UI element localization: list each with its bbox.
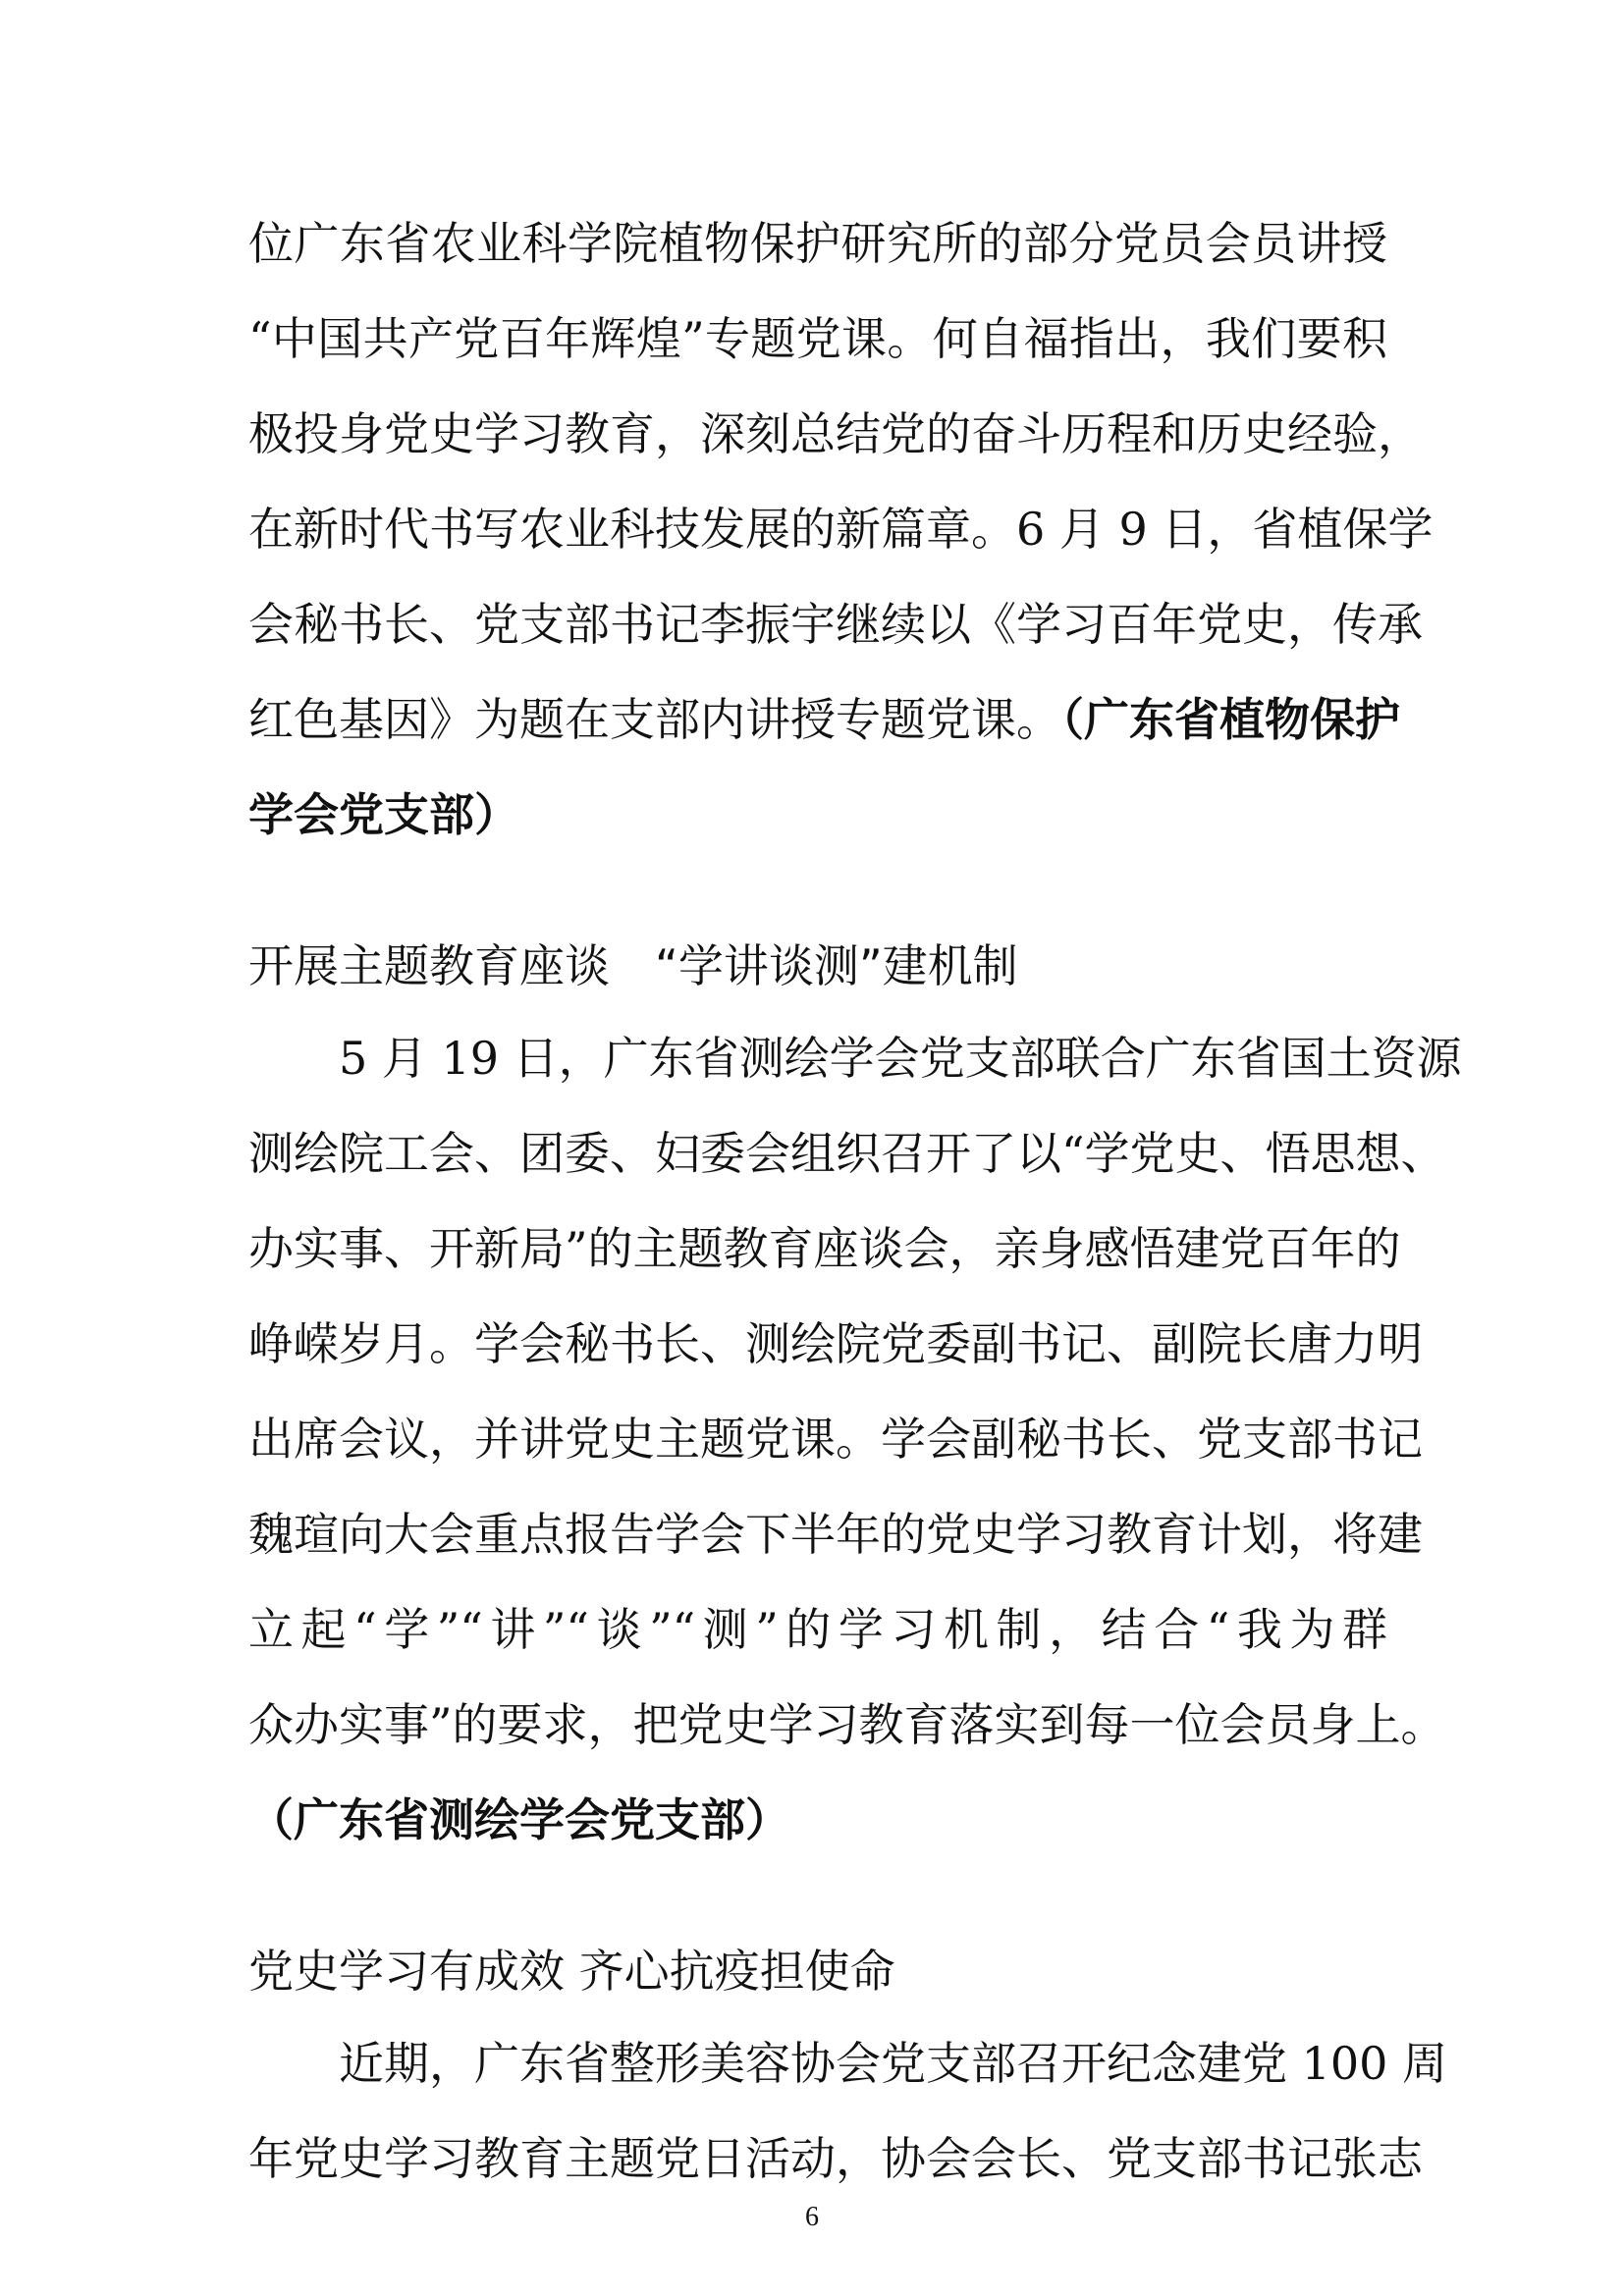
section-heading: 开展主题教育座谈 “学讲谈测”建机制 <box>248 939 1018 992</box>
paragraph-line: 办实事、开新局”的主题教育座谈会，亲身感悟建党百年的 <box>248 1222 1401 1275</box>
paragraph-text: 红色基因》为题在支部内讲授专题党课。 <box>248 693 1061 746</box>
source-attribution: （广东省测绘学会党支部） <box>248 1793 790 1846</box>
paragraph-line: 5 月 19 日，广东省测绘学会党支部联合广东省国土资源 <box>339 1032 1462 1085</box>
paragraph-line: 会秘书长、党支部书记李振宇继续以《学习百年党史，传承 <box>248 598 1423 651</box>
paragraph-line: 峥嵘岁月。学会秘书长、测绘院党委副书记、副院长唐力明 <box>248 1317 1423 1370</box>
paragraph-line: 出席会议，并讲党史主题党课。学会副秘书长、党支部书记 <box>248 1413 1423 1466</box>
page-number: 6 <box>805 2202 819 2232</box>
paragraph-line: 魏瑄向大会重点报告学会下半年的党史学习教育计划，将建 <box>248 1508 1423 1561</box>
paragraph-line: 众办实事”的要求，把党史学习教育落实到每一位会员身上。 <box>248 1698 1446 1751</box>
paragraph-line: 极投身党史学习教育，深刻总结党的奋斗历程和历史经验， <box>248 407 1423 460</box>
paragraph-line: 年党史学习教育主题党日活动，协会会长、党支部书记张志 <box>248 2132 1423 2185</box>
paragraph-line: 立起“学”“讲”“谈”“测”的学习机制，结合“我为群 <box>248 1603 1387 1656</box>
paragraph-line: 在新时代书写农业科技发展的新篇章。6 月 9 日，省植保学 <box>248 503 1434 556</box>
source-attribution: 学会党支部） <box>248 788 519 841</box>
section-heading: 党史学习有成效 齐心抗疫担使命 <box>248 1945 895 1998</box>
paragraph-line: 近期，广东省整形美容协会党支部召开纪念建党 100 周 <box>339 2037 1448 2090</box>
paragraph-line: 位广东省农业科学院植物保护研究所的部分党员会员讲授 <box>248 217 1387 270</box>
paragraph-line: “中国共产党百年辉煌”专题党课。何自福指出，我们要积 <box>248 312 1387 365</box>
source-attribution: （广东省植物保护 <box>1061 693 1400 746</box>
paragraph-line <box>248 690 1400 749</box>
paragraph-line: 测绘院工会、团委、妇委会组织召开了以“学党史、悟思想、 <box>248 1127 1446 1180</box>
